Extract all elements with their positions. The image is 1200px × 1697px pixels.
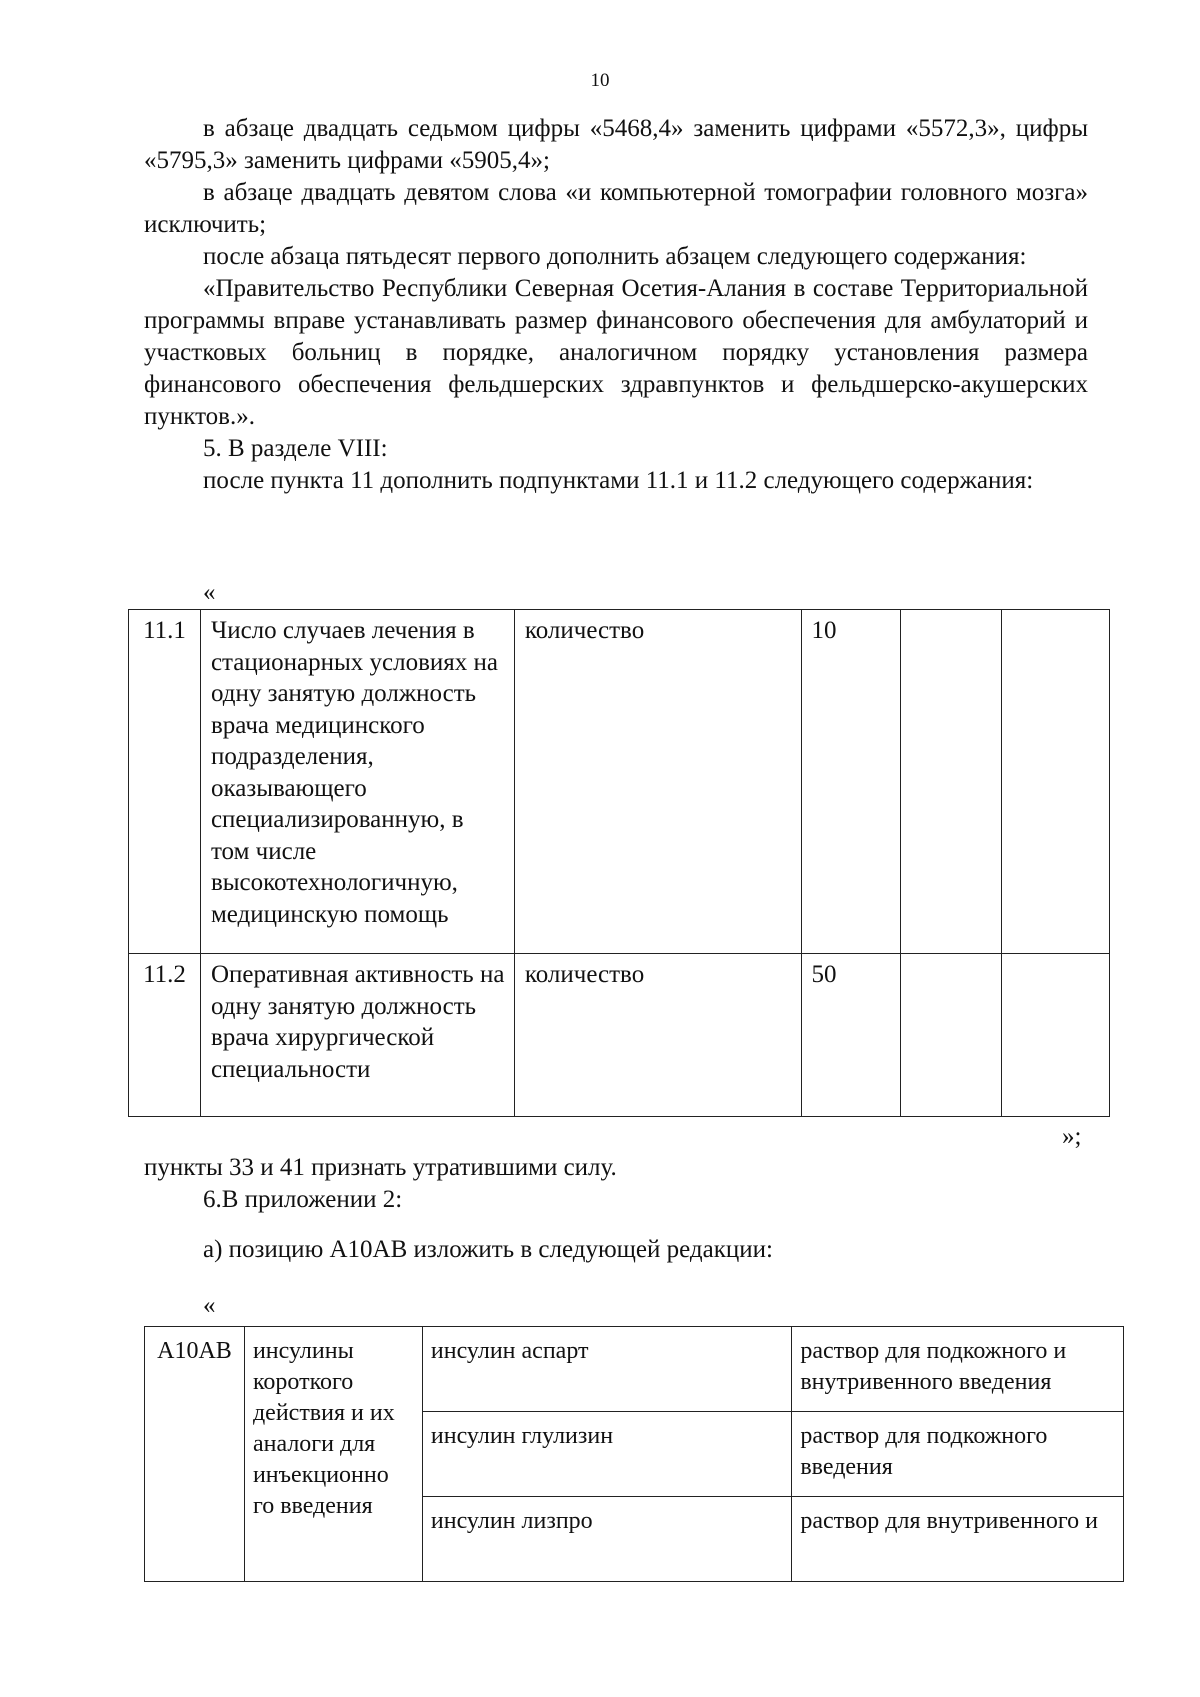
page-number: 10: [590, 70, 610, 91]
row-empty-cell: [901, 954, 1002, 1117]
row-number: 11.2: [129, 954, 201, 1117]
paragraph-quote-government: «Правительство Республики Северная Осетия-Алания в составе Территориальной программы вправе устанавливать размер финансового обеспечения для амбулаторий и участковых больниц в порядке, аналогичном порядку установления размера финансового обеспечения фельдшерских здравпунктов и фельдшерско-акушерских пунктов.».: [144, 275, 1088, 430]
row-unit: количество: [514, 610, 801, 954]
paragraph-points-33-41: пункты 33 и 41 признать утратившими силу.: [144, 1154, 617, 1181]
drug-name: инсулин лизпро: [422, 1497, 791, 1582]
paragraph-appendix-2: 6.В приложении 2:: [203, 1186, 403, 1213]
row-description: Оперативная активность на одну занятую должность врача хирургической специальности: [200, 954, 514, 1117]
text-block-top: [144, 113, 1088, 497]
row-description: Число случаев лечения в стационарных условиях на одну занятую должность врача медицинского подразделения, оказывающего специализированную, в том числе высокотехнологичную, медицинскую помощь: [200, 610, 514, 954]
drug-form: раствор для подкожного введения: [792, 1412, 1124, 1497]
paragraph-position-a10ab: а) позицию А10АВ изложить в следующей редакции:: [203, 1236, 773, 1263]
table-row: [145, 1327, 1124, 1412]
row-empty-cell: [1002, 954, 1110, 1117]
close-quote-1: »;: [1062, 1123, 1082, 1150]
indicators-table: [128, 609, 1110, 1117]
drug-name: инсулин аспарт: [422, 1327, 791, 1412]
row-unit: количество: [514, 954, 801, 1117]
drug-name: инсулин глулизин: [422, 1412, 791, 1497]
paragraph-after-11: после пункта 11 дополнить подпунктами 11.1 и 11.2 следующего содержания:: [203, 467, 1034, 494]
paragraph-27th: в абзаце двадцать седьмом цифры «5468,4» заменить цифрами «5572,3», цифры «5795,3» заменить цифрами «5905,4»;: [144, 115, 1088, 174]
drug-form: раствор для внутривенного и: [792, 1497, 1124, 1582]
text-block-middle: [144, 1152, 1088, 1216]
drug-group: инсулины короткого действия и их аналоги для инъекционно го введения: [244, 1327, 422, 1582]
open-quote-2: «: [203, 1292, 216, 1319]
open-quote-1: «: [203, 579, 216, 606]
insulin-table: [144, 1326, 1124, 1582]
row-empty-cell: [1002, 610, 1110, 954]
table-row: [129, 954, 1110, 1117]
text-block-position: [144, 1234, 1088, 1266]
paragraph-51st: после абзаца пятьдесят первого дополнить абзацем следующего содержания:: [203, 243, 1027, 270]
row-number: 11.1: [129, 610, 201, 954]
drug-form: раствор для подкожного и внутривенного введения: [792, 1327, 1124, 1412]
paragraph-29th: в абзаце двадцать девятом слова «и компьютерной томографии головного мозга» исключить;: [144, 179, 1088, 238]
row-value: 50: [801, 954, 901, 1117]
paragraph-section-8: 5. В разделе VIII:: [203, 435, 388, 462]
row-value: 10: [801, 610, 901, 954]
table-row: [129, 610, 1110, 954]
row-empty-cell: [901, 610, 1002, 954]
atc-code: А10АВ: [145, 1327, 245, 1582]
